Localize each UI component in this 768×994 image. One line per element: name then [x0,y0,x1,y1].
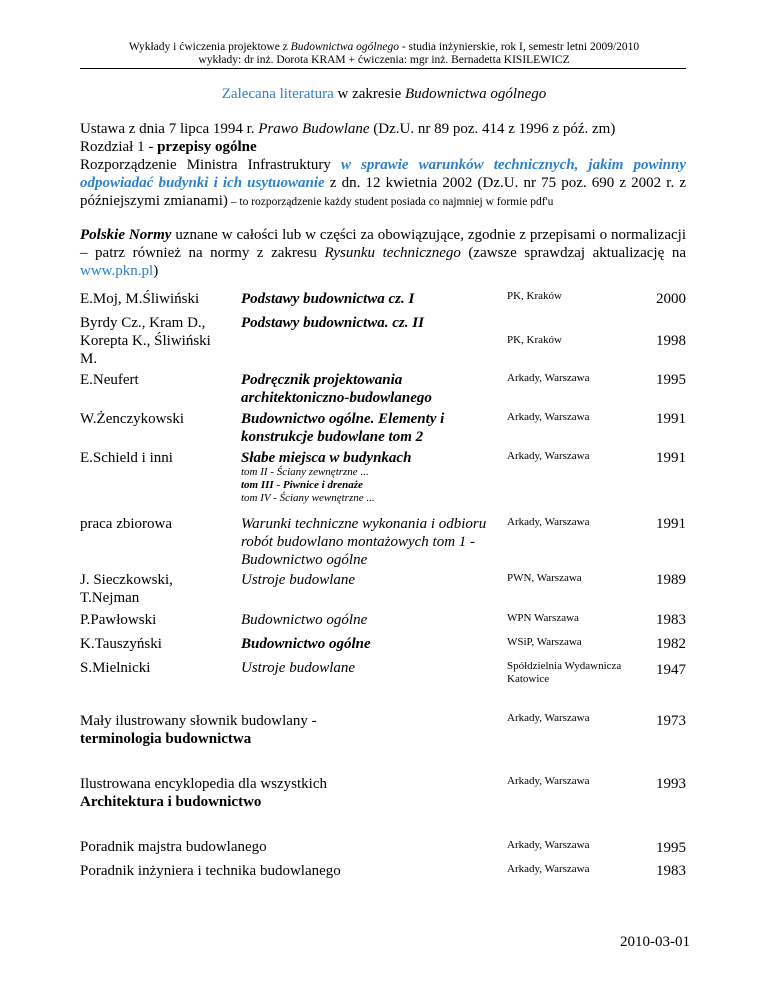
book-publisher: Arkady, Warszawa [507,516,590,528]
pkn-link[interactable]: www.pkn.pl [80,263,154,279]
text: Rozporządzenie Ministra Infrastruktury [80,157,341,173]
norms-title: Polskie Normy [80,227,172,243]
note: – to rozporządzenie każdy student posiada co najmniej w formie pdf'u [227,196,554,208]
reference-publisher: Arkady, Warszawa [507,712,590,724]
intro-paragraph-regulation [80,156,686,211]
book-author: S.Mielnicki [80,660,151,676]
intro-paragraph-law [80,120,686,156]
book-title: Ustroje budowlane [241,660,356,676]
regulation-title: w sprawie warunków technicznych, jakim powinny odpowiadać budynki i ich usytuowanie [80,157,687,191]
header-course: Budownictwa ogólnego [290,41,399,53]
book-publisher: Spółdzielnia Wydawnicza Katowice [507,660,622,685]
book-author: W.Żenczykowski [80,411,185,427]
reference-publisher: Arkady, Warszawa [507,863,590,875]
book-title: Budownictwo ogólne. Elementy i konstrukcje budowlane tom 2 [241,411,445,445]
law-title: Prawo Budowlane [258,121,370,137]
page-title [0,86,768,103]
book-publisher: PWN, Warszawa [507,572,582,584]
book-title: Słabe miejsca w budynkach [241,450,412,466]
text: z dn. 12 kwietnia 2002 (Dz.U. nr 75 poz. 690 z 2002 r. z późniejszymi zmianami) [80,175,686,209]
reference-year: 1983 [656,863,686,879]
book-year: 1982 [656,636,686,652]
header-divider [80,68,686,69]
book-title: Budownictwo ogólne [241,612,368,628]
book-year: 1991 [656,411,686,427]
reference-title: terminologia budownictwa [80,731,252,747]
header-text: Wykłady i ćwiczenia projektowe z [128,41,291,53]
intro-paragraph-norms [80,226,686,280]
book-title: Warunki techniczne wykonania i odbioru robót budowlano montażowych tom 1 - Budownictwo ogólne [241,516,487,568]
text: (Dz.U. nr 89 poz. 414 z 1996 z póź. zm) [369,121,616,137]
header-text: - studia inżynierskie, rok I, semestr letni 2009/2010 [398,41,640,53]
book-year: 1991 [656,516,686,532]
book-publisher: Arkady, Warszawa [507,372,590,384]
book-author: Byrdy Cz., Kram D., Korepta K., Śliwiński M. [80,315,211,367]
book-year: 1947 [656,662,686,678]
book-publisher: PK, Kraków [507,290,562,302]
book-title: Ustroje budowlane [241,572,356,588]
book-author: P.Pawłowski [80,612,157,628]
book-year: 1983 [656,612,686,628]
volume-note: tom IV - Ściany wewnętrzne ... [241,492,375,504]
book-author: E.Schield i inni [80,450,173,466]
reference-year: 1993 [656,776,686,792]
book-author: E.Neufert [80,372,139,388]
text: ) [153,263,159,279]
reference-publisher: Arkady, Warszawa [507,839,590,851]
reference-year: 1973 [656,713,686,729]
running-header-line2: wykłady: dr inż. Dorota KRAM + ćwiczenia: mgr inż. Bernadetta KISILEWICZ [198,54,570,66]
book-author: J. Sieczkowski, T.Nejman [80,572,173,606]
reference-line: Ilustrowana encyklopedia dla wszystkich [80,776,328,792]
volume-note: tom III - Piwnice i drenaże [241,479,363,491]
book-year: 2000 [656,291,686,307]
text: (zawsze sprawdzaj aktualizację na [460,245,686,261]
text: Ustawa z dnia 7 lipca 1994 r. [80,121,259,137]
title-link: Zalecana literatura [221,86,334,102]
book-publisher: Arkady, Warszawa [507,411,590,423]
subject: Rysunku technicznego [324,245,461,261]
book-title: Podręcznik projektowania architektoniczno-budowlanego [241,372,432,406]
book-title: Budownictwo ogólne [241,636,371,652]
book-title: Podstawy budownictwa cz. I [241,291,415,307]
book-year: 1995 [656,372,686,388]
text: Rozdział 1 - [80,139,158,155]
reference-line: Poradnik inżyniera i technika budowlanego [80,863,341,879]
reference-year: 1995 [656,840,686,856]
book-author: E.Moj, M.Śliwiński [80,291,200,307]
book-author: K.Tauszyński [80,636,162,652]
footer-date: 2010-03-01 [620,934,690,950]
volume-note: tom II - Ściany zewnętrzne ... [241,466,369,478]
book-publisher: Arkady, Warszawa [507,450,590,462]
book-publisher: WPN Warszawa [507,612,579,624]
chapter-title: przepisy ogólne [157,139,257,155]
title-text: w zakresie [333,86,405,102]
reference-publisher: Arkady, Warszawa [507,775,590,787]
book-year: 1998 [656,333,686,349]
book-publisher: WSiP, Warszawa [507,636,582,648]
book-year: 1991 [656,450,686,466]
book-author: praca zbiorowa [80,516,173,532]
title-subject: Budownictwa ogólnego [404,86,547,102]
book-title: Podstawy budownictwa. cz. II [241,315,424,331]
running-header-line1 [0,41,768,53]
book-publisher: PK, Kraków [507,334,562,346]
reference-title: Architektura i budownictwo [80,794,262,810]
book-year: 1989 [656,572,686,588]
text: uznane w całości lub w części za obowiązujące, zgodnie z przepisami o normalizacji – patrz również na normy z zakresu [80,227,686,261]
reference-line: Mały ilustrowany słownik budowlany - [80,713,317,729]
reference-line: Poradnik majstra budowlanego [80,839,267,855]
